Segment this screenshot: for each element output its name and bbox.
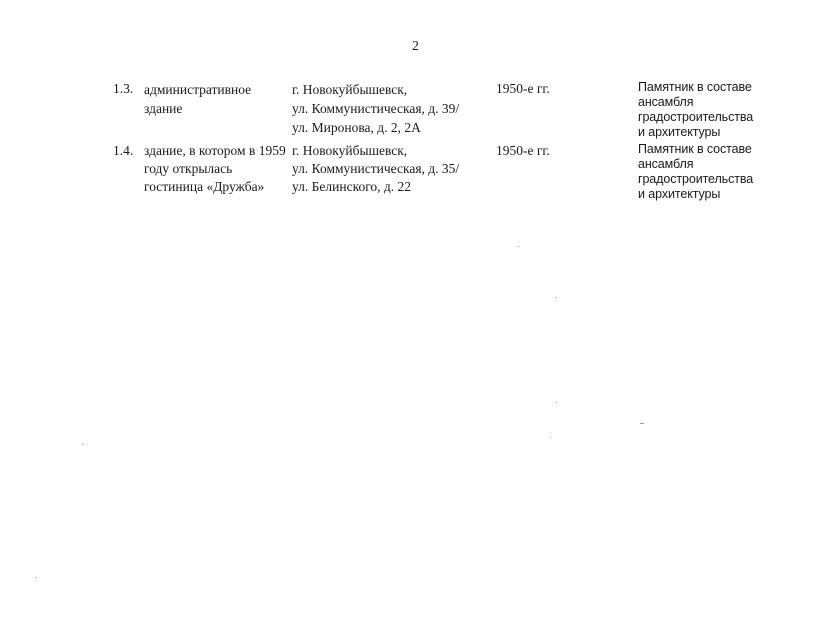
object-category: Памятник в составе ансамбля градостроительства и архитектуры [638,142,754,201]
scan-speck [556,297,557,298]
object-category: Памятник в составе ансамбля градостроительства и архитектуры [638,80,754,139]
scan-speck [82,444,83,445]
object-date: 1950-е гг. [496,81,550,96]
scan-speck [640,423,644,424]
scan-speck [550,437,551,438]
scan-speck [36,577,37,578]
object-name: административное здание [144,82,252,116]
row-number: 1.4. [113,143,134,158]
row-number: 1.3. [113,81,134,96]
object-date: 1950-е гг. [496,143,550,158]
scan-speck [518,246,519,247]
object-address: г. Новокуйбышевск, ул. Коммунистическая, д. 39/ ул. Миронова, д. 2, 2А [292,82,460,135]
object-name: здание, в котором в 1959 году открылась гостиница «Дружба» [144,143,286,194]
object-address: г. Новокуйбышевск, ул. Коммунистическая, д. 35/ ул. Белинского, д. 22 [292,143,460,194]
page-number: 2 [412,39,419,54]
scan-speck [556,402,557,403]
